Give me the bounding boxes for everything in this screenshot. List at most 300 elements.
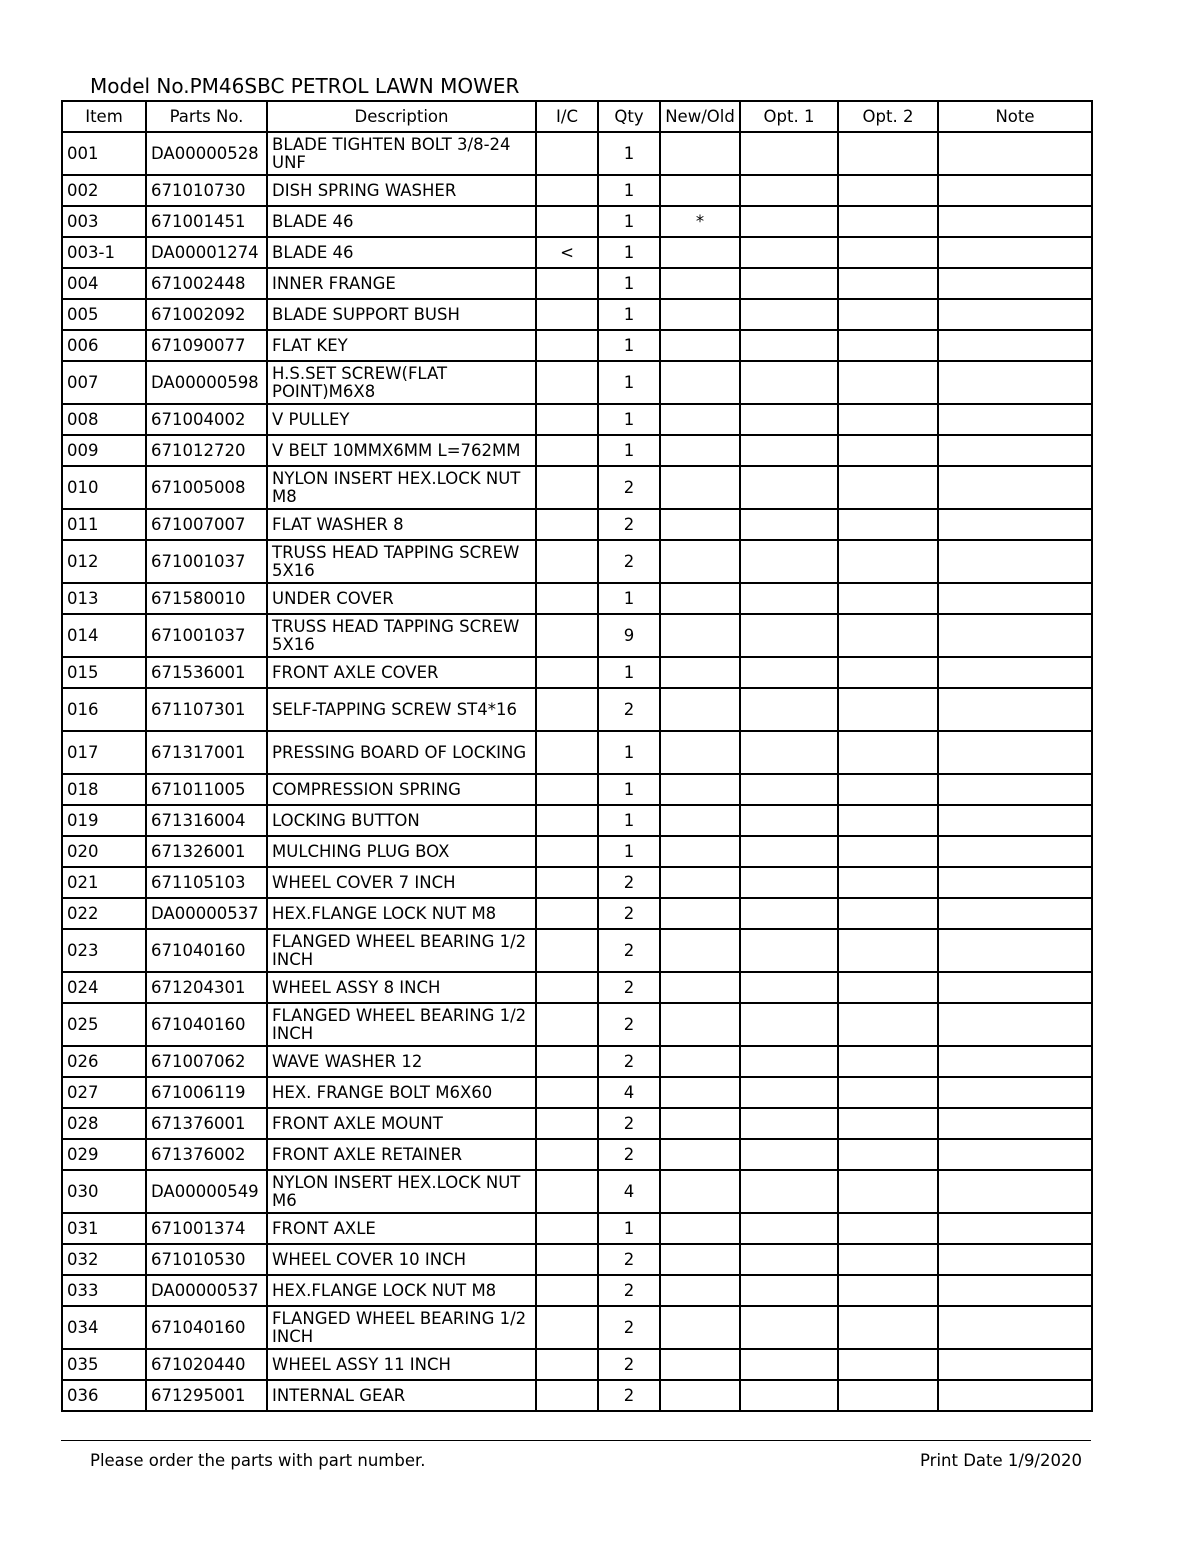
cell-note [938, 805, 1092, 836]
cell-part-no: DA00000537 [146, 1275, 267, 1306]
cell-part-no: DA00000537 [146, 898, 267, 929]
cell-qty: 2 [598, 1003, 660, 1046]
cell-opt1 [740, 1380, 838, 1411]
cell-description: HEX.FLANGE LOCK NUT M8 [267, 898, 536, 929]
cell-note [938, 1306, 1092, 1349]
cell-description: WHEEL COVER 10 INCH [267, 1244, 536, 1275]
table-row [62, 867, 1092, 898]
cell-part-no: 671376001 [146, 1108, 267, 1139]
table-row [62, 466, 1092, 509]
cell-qty: 2 [598, 929, 660, 972]
cell-new-old [660, 929, 740, 972]
cell-ic [536, 972, 598, 1003]
cell-ic [536, 805, 598, 836]
cell-qty: 2 [598, 1349, 660, 1380]
cell-description: FRONT AXLE RETAINER [267, 1139, 536, 1170]
cell-description: FRONT AXLE MOUNT [267, 1108, 536, 1139]
cell-opt1 [740, 509, 838, 540]
cell-description: HEX. FRANGE BOLT M6X60 [267, 1077, 536, 1108]
document-title: Model No.PM46SBC PETROL LAWN MOWER [90, 74, 520, 98]
cell-new-old [660, 867, 740, 898]
cell-qty: 1 [598, 299, 660, 330]
cell-new-old [660, 1380, 740, 1411]
cell-opt2 [838, 330, 938, 361]
header-qty: Qty [598, 101, 660, 132]
cell-description: WAVE WASHER 12 [267, 1046, 536, 1077]
cell-item: 001 [62, 132, 146, 175]
cell-opt2 [838, 1380, 938, 1411]
cell-part-no: 671020440 [146, 1349, 267, 1380]
cell-new-old [660, 1170, 740, 1213]
cell-note [938, 509, 1092, 540]
cell-opt1 [740, 774, 838, 805]
cell-new-old [660, 1139, 740, 1170]
cell-part-no: 671007007 [146, 509, 267, 540]
cell-part-no: 671007062 [146, 1046, 267, 1077]
cell-part-no: 671580010 [146, 583, 267, 614]
cell-part-no: 671317001 [146, 731, 267, 774]
table-row [62, 435, 1092, 466]
cell-item: 003-1 [62, 237, 146, 268]
cell-item: 010 [62, 466, 146, 509]
cell-item: 009 [62, 435, 146, 466]
cell-qty: 4 [598, 1170, 660, 1213]
table-row [62, 361, 1092, 404]
cell-description: FLANGED WHEEL BEARING 1/2 INCH [267, 1003, 536, 1046]
cell-item: 033 [62, 1275, 146, 1306]
cell-opt1 [740, 1108, 838, 1139]
cell-opt1 [740, 867, 838, 898]
cell-qty: 1 [598, 175, 660, 206]
cell-part-no: 671006119 [146, 1077, 267, 1108]
cell-opt1 [740, 805, 838, 836]
table-row [62, 688, 1092, 731]
cell-item: 028 [62, 1108, 146, 1139]
cell-qty: 1 [598, 206, 660, 237]
table-row [62, 268, 1092, 299]
cell-ic [536, 614, 598, 657]
cell-description: SELF-TAPPING SCREW ST4*16 [267, 688, 536, 731]
cell-new-old [660, 132, 740, 175]
cell-new-old [660, 688, 740, 731]
cell-qty: 2 [598, 1139, 660, 1170]
cell-opt2 [838, 466, 938, 509]
cell-opt2 [838, 1306, 938, 1349]
cell-new-old [660, 466, 740, 509]
table-row [62, 774, 1092, 805]
cell-opt2 [838, 435, 938, 466]
cell-description: FLAT WASHER 8 [267, 509, 536, 540]
cell-qty: 2 [598, 1275, 660, 1306]
cell-item: 026 [62, 1046, 146, 1077]
table-row [62, 805, 1092, 836]
cell-part-no: 671001037 [146, 614, 267, 657]
cell-opt1 [740, 1170, 838, 1213]
cell-part-no: 671004002 [146, 404, 267, 435]
cell-opt1 [740, 206, 838, 237]
cell-opt2 [838, 1213, 938, 1244]
cell-description: FLANGED WHEEL BEARING 1/2 INCH [267, 1306, 536, 1349]
cell-opt1 [740, 1275, 838, 1306]
cell-opt1 [740, 540, 838, 583]
cell-qty: 2 [598, 898, 660, 929]
cell-qty: 2 [598, 1380, 660, 1411]
cell-qty: 4 [598, 1077, 660, 1108]
cell-description: BLADE 46 [267, 206, 536, 237]
cell-item: 023 [62, 929, 146, 972]
cell-new-old [660, 1349, 740, 1380]
table-row [62, 1349, 1092, 1380]
cell-opt2 [838, 867, 938, 898]
cell-qty: 1 [598, 731, 660, 774]
cell-note [938, 898, 1092, 929]
cell-ic [536, 206, 598, 237]
cell-new-old [660, 1275, 740, 1306]
table-row [62, 929, 1092, 972]
cell-description: DISH SPRING WASHER [267, 175, 536, 206]
cell-ic [536, 898, 598, 929]
cell-opt1 [740, 836, 838, 867]
cell-description: WHEEL ASSY 11 INCH [267, 1349, 536, 1380]
cell-opt2 [838, 1170, 938, 1213]
cell-qty: 2 [598, 540, 660, 583]
cell-note [938, 657, 1092, 688]
cell-opt1 [740, 466, 838, 509]
cell-part-no: 671005008 [146, 466, 267, 509]
cell-note [938, 1349, 1092, 1380]
cell-qty: 1 [598, 330, 660, 361]
cell-item: 021 [62, 867, 146, 898]
table-row [62, 237, 1092, 268]
cell-opt2 [838, 972, 938, 1003]
cell-part-no: 671090077 [146, 330, 267, 361]
cell-note [938, 1046, 1092, 1077]
cell-note [938, 836, 1092, 867]
table-row [62, 1275, 1092, 1306]
cell-part-no: 671001451 [146, 206, 267, 237]
cell-part-no: 671316004 [146, 805, 267, 836]
table-row [62, 330, 1092, 361]
cell-qty: 1 [598, 268, 660, 299]
cell-note [938, 688, 1092, 731]
cell-description: H.S.SET SCREW(FLAT POINT)M6X8 [267, 361, 536, 404]
cell-opt2 [838, 206, 938, 237]
cell-opt1 [740, 1077, 838, 1108]
cell-ic: < [536, 237, 598, 268]
cell-new-old [660, 1306, 740, 1349]
cell-opt2 [838, 540, 938, 583]
cell-item: 024 [62, 972, 146, 1003]
cell-part-no: 671001374 [146, 1213, 267, 1244]
cell-part-no: 671204301 [146, 972, 267, 1003]
cell-new-old [660, 237, 740, 268]
cell-opt1 [740, 435, 838, 466]
cell-opt1 [740, 657, 838, 688]
cell-opt2 [838, 1046, 938, 1077]
cell-new-old [660, 898, 740, 929]
cell-opt1 [740, 1349, 838, 1380]
cell-qty: 1 [598, 657, 660, 688]
cell-note [938, 1170, 1092, 1213]
cell-description: INTERNAL GEAR [267, 1380, 536, 1411]
cell-part-no: 671001037 [146, 540, 267, 583]
cell-description: MULCHING PLUG BOX [267, 836, 536, 867]
table-row [62, 206, 1092, 237]
cell-ic [536, 1139, 598, 1170]
cell-qty: 2 [598, 972, 660, 1003]
cell-note [938, 1077, 1092, 1108]
cell-qty: 1 [598, 805, 660, 836]
cell-ic [536, 435, 598, 466]
cell-opt2 [838, 805, 938, 836]
cell-ic [536, 1213, 598, 1244]
cell-item: 017 [62, 731, 146, 774]
cell-opt2 [838, 1275, 938, 1306]
cell-qty: 1 [598, 435, 660, 466]
cell-qty: 1 [598, 1213, 660, 1244]
cell-part-no: DA00000598 [146, 361, 267, 404]
cell-opt1 [740, 268, 838, 299]
cell-qty: 1 [598, 404, 660, 435]
cell-part-no: 671002092 [146, 299, 267, 330]
table-row [62, 583, 1092, 614]
cell-opt2 [838, 268, 938, 299]
table-row [62, 1170, 1092, 1213]
cell-ic [536, 1306, 598, 1349]
cell-new-old [660, 774, 740, 805]
cell-part-no: 671040160 [146, 1306, 267, 1349]
cell-item: 030 [62, 1170, 146, 1213]
cell-opt2 [838, 237, 938, 268]
table-row [62, 731, 1092, 774]
footer-divider [61, 1440, 1091, 1441]
cell-qty: 2 [598, 867, 660, 898]
cell-part-no: 671010530 [146, 1244, 267, 1275]
cell-note [938, 1213, 1092, 1244]
cell-ic [536, 361, 598, 404]
cell-note [938, 774, 1092, 805]
table-row [62, 836, 1092, 867]
cell-note [938, 466, 1092, 509]
cell-item: 025 [62, 1003, 146, 1046]
cell-note [938, 1108, 1092, 1139]
cell-description: BLADE TIGHTEN BOLT 3/8-24 UNF [267, 132, 536, 175]
cell-note [938, 299, 1092, 330]
cell-ic [536, 540, 598, 583]
cell-ic [536, 1046, 598, 1077]
cell-item: 022 [62, 898, 146, 929]
cell-opt1 [740, 1046, 838, 1077]
cell-item: 011 [62, 509, 146, 540]
cell-ic [536, 132, 598, 175]
cell-note [938, 929, 1092, 972]
cell-note [938, 175, 1092, 206]
cell-opt2 [838, 731, 938, 774]
cell-new-old [660, 509, 740, 540]
cell-new-old [660, 972, 740, 1003]
cell-opt1 [740, 731, 838, 774]
cell-note [938, 132, 1092, 175]
table-row [62, 1306, 1092, 1349]
cell-description: FLAT KEY [267, 330, 536, 361]
cell-ic [536, 731, 598, 774]
cell-note [938, 972, 1092, 1003]
cell-new-old [660, 330, 740, 361]
cell-new-old [660, 1244, 740, 1275]
cell-ic [536, 1275, 598, 1306]
cell-opt2 [838, 361, 938, 404]
cell-description: FLANGED WHEEL BEARING 1/2 INCH [267, 929, 536, 972]
cell-item: 032 [62, 1244, 146, 1275]
cell-description: UNDER COVER [267, 583, 536, 614]
table-row [62, 404, 1092, 435]
cell-opt1 [740, 132, 838, 175]
cell-ic [536, 583, 598, 614]
cell-note [938, 268, 1092, 299]
cell-item: 007 [62, 361, 146, 404]
cell-new-old [660, 657, 740, 688]
cell-opt1 [740, 583, 838, 614]
cell-description: WHEEL ASSY 8 INCH [267, 972, 536, 1003]
header-new-old: New/Old [660, 101, 740, 132]
cell-opt1 [740, 404, 838, 435]
cell-opt1 [740, 175, 838, 206]
cell-ic [536, 836, 598, 867]
cell-description: NYLON INSERT HEX.LOCK NUT M8 [267, 466, 536, 509]
table-row [62, 1213, 1092, 1244]
cell-qty: 2 [598, 466, 660, 509]
table-row [62, 1077, 1092, 1108]
cell-note [938, 731, 1092, 774]
cell-part-no: 671012720 [146, 435, 267, 466]
table-row [62, 1244, 1092, 1275]
cell-new-old [660, 1077, 740, 1108]
cell-item: 012 [62, 540, 146, 583]
cell-new-old [660, 1046, 740, 1077]
cell-part-no: DA00000528 [146, 132, 267, 175]
table-row [62, 132, 1092, 175]
cell-note [938, 1139, 1092, 1170]
cell-ic [536, 657, 598, 688]
cell-new-old [660, 1108, 740, 1139]
table-body [62, 132, 1092, 1411]
cell-opt2 [838, 404, 938, 435]
cell-new-old [660, 299, 740, 330]
cell-item: 015 [62, 657, 146, 688]
cell-description: COMPRESSION SPRING [267, 774, 536, 805]
cell-ic [536, 404, 598, 435]
cell-item: 027 [62, 1077, 146, 1108]
cell-part-no: 671011005 [146, 774, 267, 805]
cell-note [938, 1003, 1092, 1046]
cell-part-no: 671040160 [146, 1003, 267, 1046]
cell-qty: 1 [598, 836, 660, 867]
cell-note [938, 237, 1092, 268]
header-opt1: Opt. 1 [740, 101, 838, 132]
cell-part-no: 671536001 [146, 657, 267, 688]
table-row [62, 1003, 1092, 1046]
cell-part-no: 671040160 [146, 929, 267, 972]
table-row [62, 175, 1092, 206]
cell-qty: 1 [598, 774, 660, 805]
cell-opt2 [838, 132, 938, 175]
cell-ic [536, 466, 598, 509]
cell-description: WHEEL COVER 7 INCH [267, 867, 536, 898]
cell-opt2 [838, 1139, 938, 1170]
cell-ic [536, 1380, 598, 1411]
cell-part-no: 671376002 [146, 1139, 267, 1170]
table-row [62, 1046, 1092, 1077]
cell-new-old [660, 1213, 740, 1244]
cell-opt2 [838, 299, 938, 330]
cell-ic [536, 929, 598, 972]
cell-ic [536, 1349, 598, 1380]
cell-note [938, 540, 1092, 583]
cell-opt2 [838, 688, 938, 731]
cell-part-no: 671326001 [146, 836, 267, 867]
cell-item: 006 [62, 330, 146, 361]
cell-opt1 [740, 929, 838, 972]
table-row [62, 972, 1092, 1003]
cell-item: 013 [62, 583, 146, 614]
cell-opt2 [838, 657, 938, 688]
cell-opt1 [740, 1139, 838, 1170]
cell-opt2 [838, 175, 938, 206]
cell-qty: 1 [598, 583, 660, 614]
cell-part-no: 671295001 [146, 1380, 267, 1411]
cell-note [938, 583, 1092, 614]
cell-ic [536, 867, 598, 898]
cell-part-no: 671105103 [146, 867, 267, 898]
header-parts-no: Parts No. [146, 101, 267, 132]
cell-opt2 [838, 509, 938, 540]
cell-item: 031 [62, 1213, 146, 1244]
cell-ic [536, 1108, 598, 1139]
cell-ic [536, 1003, 598, 1046]
cell-new-old [660, 540, 740, 583]
cell-new-old [660, 836, 740, 867]
cell-item: 005 [62, 299, 146, 330]
cell-new-old [660, 1003, 740, 1046]
cell-item: 034 [62, 1306, 146, 1349]
cell-opt1 [740, 361, 838, 404]
cell-opt2 [838, 1077, 938, 1108]
table-row [62, 509, 1092, 540]
cell-item: 008 [62, 404, 146, 435]
cell-opt1 [740, 614, 838, 657]
cell-opt2 [838, 1349, 938, 1380]
cell-qty: 1 [598, 237, 660, 268]
cell-new-old [660, 404, 740, 435]
cell-note [938, 206, 1092, 237]
cell-qty: 2 [598, 688, 660, 731]
cell-part-no: DA00001274 [146, 237, 267, 268]
cell-ic [536, 1170, 598, 1213]
cell-new-old [660, 361, 740, 404]
cell-item: 019 [62, 805, 146, 836]
cell-opt2 [838, 614, 938, 657]
table-row [62, 1380, 1092, 1411]
cell-new-old [660, 435, 740, 466]
cell-item: 018 [62, 774, 146, 805]
cell-opt2 [838, 774, 938, 805]
cell-opt1 [740, 299, 838, 330]
cell-note [938, 1275, 1092, 1306]
cell-part-no: DA00000549 [146, 1170, 267, 1213]
cell-opt2 [838, 583, 938, 614]
cell-new-old [660, 583, 740, 614]
cell-ic [536, 175, 598, 206]
